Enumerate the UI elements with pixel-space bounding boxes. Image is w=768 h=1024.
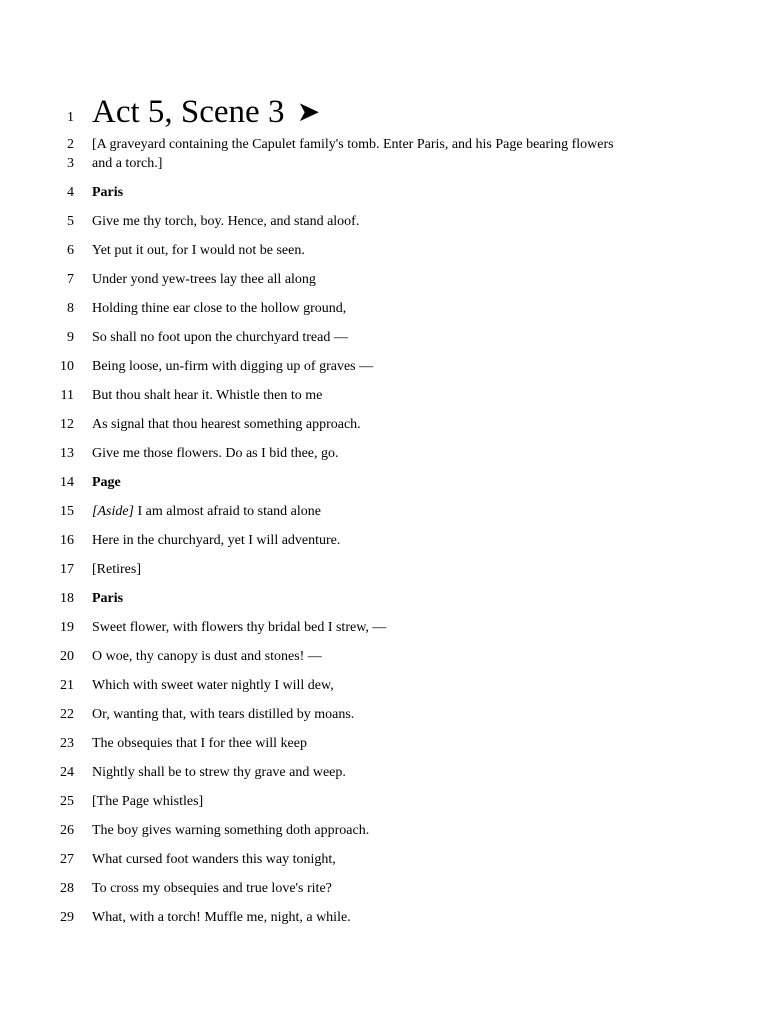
- line-number: 10: [60, 359, 74, 374]
- line-number: 20: [60, 649, 74, 664]
- line-number: 7: [67, 272, 74, 287]
- line-number: 16: [60, 533, 74, 548]
- verse-line: Nightly shall be to strew thy grave and weep.: [92, 765, 346, 780]
- line-number: 28: [60, 881, 74, 896]
- verse-line: Under yond yew-trees lay thee all along: [92, 272, 316, 287]
- verse-line: Here in the churchyard, yet I will adventure.: [92, 533, 341, 548]
- aside-direction: [Aside]: [92, 504, 134, 519]
- verse-line: As signal that thou hearest something approach.: [92, 417, 361, 432]
- line-number: 26: [60, 823, 74, 838]
- verse-line: Holding thine ear close to the hollow ground,: [92, 301, 347, 316]
- speaker-name: Paris: [92, 591, 124, 606]
- verse-line: The obsequies that I for thee will keep: [92, 736, 307, 751]
- line-number: 12: [60, 417, 74, 432]
- verse-line: Or, wanting that, with tears distilled by moans.: [92, 707, 355, 722]
- line-number: 11: [60, 388, 74, 403]
- verse-line: Sweet flower, with flowers thy bridal bed I strew, —: [92, 620, 387, 635]
- verse-line: [92, 504, 321, 520]
- verse-line: What, with a torch! Muffle me, night, a while.: [92, 910, 351, 925]
- line-number: 21: [60, 678, 74, 693]
- verse-line: Give me thy torch, boy. Hence, and stand aloof.: [92, 214, 360, 229]
- verse-line: Give me those flowers. Do as I bid thee, go.: [92, 446, 339, 461]
- verse-line: To cross my obsequies and true love's rite?: [92, 881, 332, 896]
- arrow-right-icon[interactable]: ➤: [296, 95, 321, 128]
- stage-direction: [Retires]: [92, 562, 141, 577]
- line-number: 6: [67, 243, 74, 258]
- line-number: 14: [60, 475, 74, 490]
- line-number: 4: [67, 185, 74, 200]
- line-number: 2: [67, 137, 74, 152]
- line-number: 13: [60, 446, 74, 461]
- line-number: 9: [67, 330, 74, 345]
- line-number: 25: [60, 794, 74, 809]
- verse-line: But thou shalt hear it. Whistle then to me: [92, 388, 323, 403]
- verse-line: Yet put it out, for I would not be seen.: [92, 243, 305, 258]
- verse-line: Which with sweet water nightly I will dew,: [92, 678, 334, 693]
- line-number: 3: [67, 156, 74, 171]
- scene-title: [92, 94, 320, 130]
- line-number: 18: [60, 591, 74, 606]
- line-number: 1: [67, 110, 74, 125]
- line-number: 29: [60, 910, 74, 925]
- verse-line: O woe, thy canopy is dust and stones! —: [92, 649, 322, 664]
- speaker-name: Page: [92, 475, 121, 490]
- speaker-name: Paris: [92, 185, 124, 200]
- verse-line: What cursed foot wanders this way tonight,: [92, 852, 336, 867]
- verse-line: The boy gives warning something doth approach.: [92, 823, 370, 838]
- verse-line: So shall no foot upon the churchyard tread —: [92, 330, 348, 345]
- scene-title-text: Act 5, Scene 3: [92, 94, 285, 130]
- line-number: 8: [67, 301, 74, 316]
- line-number: 27: [60, 852, 74, 867]
- verse-line: Being loose, un-firm with digging up of graves —: [92, 359, 374, 374]
- line-number: 23: [60, 736, 74, 751]
- line-number: 5: [67, 214, 74, 229]
- line-number: 24: [60, 765, 74, 780]
- line-number: 22: [60, 707, 74, 722]
- line-number: 17: [60, 562, 74, 577]
- stage-direction: and a torch.]: [92, 156, 163, 171]
- verse-text: I am almost afraid to stand alone: [134, 504, 321, 519]
- stage-direction: [A graveyard containing the Capulet family's tomb. Enter Paris, and his Page bearing flowers: [92, 137, 614, 152]
- line-number: 15: [60, 504, 74, 519]
- stage-direction: [The Page whistles]: [92, 794, 204, 809]
- line-number: 19: [60, 620, 74, 635]
